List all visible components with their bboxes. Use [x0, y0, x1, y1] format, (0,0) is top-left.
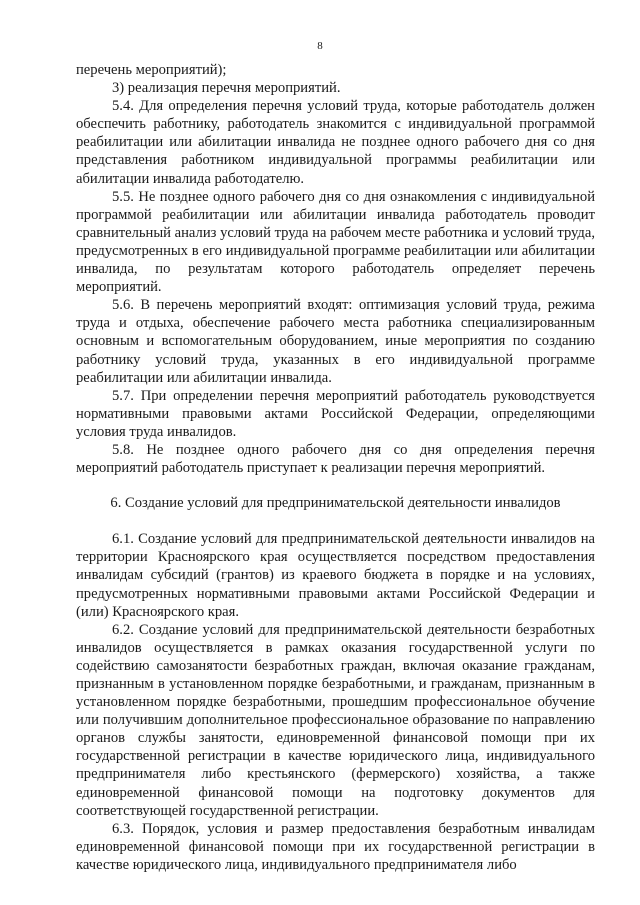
page-number: 8 — [317, 40, 323, 52]
paragraph-5-8: 5.8. Не позднее одного рабочего дня со дня определения перечня мероприятий работодатель приступает к реализации перечня мероприятий. — [76, 441, 595, 477]
paragraph-5-7: 5.7. При определении перечня мероприятий работодатель руководствуется нормативными правовыми актами Российской Федерации, определяющими условия труда инвалидов. — [76, 387, 595, 440]
continuation-text: перечень мероприятий); — [76, 62, 227, 78]
document-body — [76, 61, 595, 874]
paragraph-6-1: 6.1. Создание условий для предпринимательской деятельности инвалидов на территории Красноярского края осуществляется посредством предоставления инвалидам субсидий (грантов) из краевого бюджета в порядке и на условиях, предусмотренных нормативными правовыми актами Российской Федерации и (или) Красноярского края. — [76, 531, 595, 620]
section-6-heading: 6. Создание условий для предпринимательской деятельности инвалидов — [110, 495, 561, 512]
list-item-3: 3) реализация перечня мероприятий. — [112, 80, 341, 97]
paragraph-5-4: 5.4. Для определения перечня условий труда, которые работодатель должен обеспечить работнику, работодатель знакомится с индивидуальной программой реабилитации или абилитации инвалида не позднее одного рабочего дня со дня представления работником индивидуальной программы реабилитации или абилитации инвалида работодателю. — [76, 98, 595, 187]
paragraph-6-2: 6.2. Создание условий для предпринимательской деятельности безработных инвалидов осуществляется в рамках оказания государственной услуги по содействию самозанятости безработных граждан, включая оказание гражданам, признанным в установленном порядке безработными, и гражданам, признанным в установленном порядке безработными, прошедшим профессиональное обучение или получившим дополнительное профессиональное образование по направлению органов службы занятости, единовременной финансовой помощи при их государственной регистрации в качестве юридического лица, индивидуального предпринимателя либо крестьянского (фермерского) хозяйства, а также единовременной финансовой помощи на подготовку документов для соответствующей государственной регистрации. — [76, 621, 595, 819]
paragraph-6-3: 6.3. Порядок, условия и размер предоставления безработным инвалидам единовременной финансовой помощи при их государственной регистрации в качестве юридического лица, индивидуального предпринимателя либо — [76, 820, 595, 873]
paragraph-5-6: 5.6. В перечень мероприятий входят: оптимизация условий труда, режима труда и отдыха, обеспечение рабочего места работника специализированным основным и вспомогательным оборудованием, иные мероприятия по созданию работнику условий труда, указанных в его индивидуальной программе реабилитации или абилитации инвалида. — [76, 297, 595, 386]
spacer — [76, 512, 595, 530]
paragraph-5-5: 5.5. Не позднее одного рабочего дня со дня ознакомления с индивидуальной программой реабилитации или абилитации инвалида работодатель проводит сравнительный анализ условий труда на рабочем месте работника и условий труда, предусмотренных в его индивидуальной программе реабилитации или абилитации инвалида, по результатам которого работодатель определяет перечень мероприятий. — [76, 188, 595, 296]
spacer — [76, 477, 595, 494]
